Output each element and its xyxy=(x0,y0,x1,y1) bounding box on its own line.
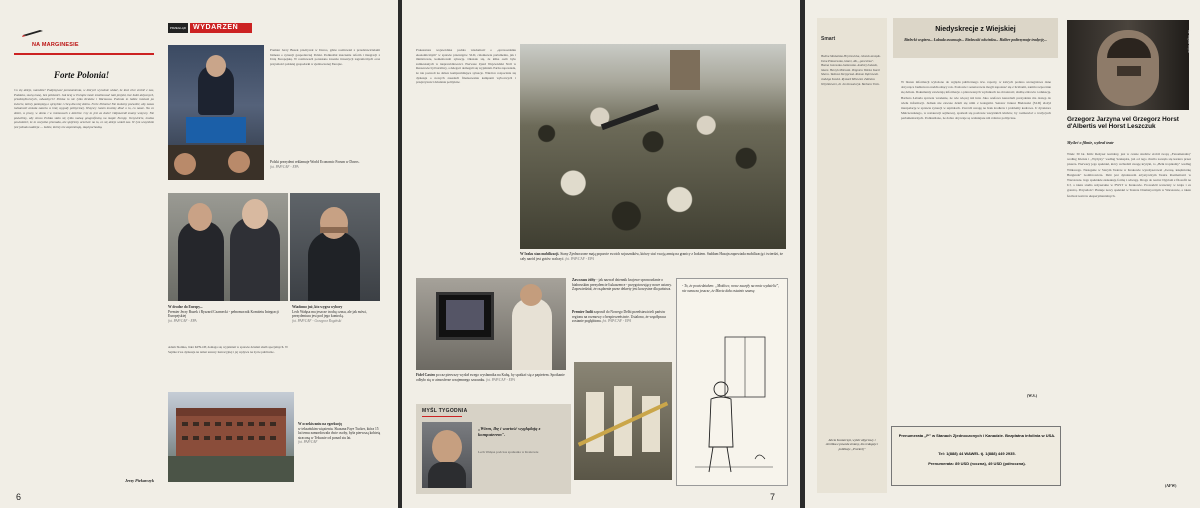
article-signature: Jerzy Piekarczyk xyxy=(125,478,154,483)
subscription-phone: Tel: 1(888) 44 WAWEL tj. 1(888) 449 2935. xyxy=(938,451,1016,456)
subscription-box xyxy=(891,426,1061,486)
profile-sign: (AFW) xyxy=(1165,484,1177,488)
intro-text: Prokuratura wojewódzka podała wiadomość o „sprawozdaniu ekonomicznym" w sprawie przetargów. SLD, członkowie parlamentu, jak i ministrowie, komentowali sytuację. Okazało się, że kilka osób było zamieszanych w nieprawidłowości. Pierwsze Zjazd Wojewódzki SLD w Rzeszowie był burzliwy, a delegaci domagali się wyjaśnień. Partia zapowiada, że nie pozwoli na dalsze kompromitujące sytuacje. Wkrótce rozpocznie się dyskusja o nowych zasadach finansowania kampanii wyborczych i przejrzystości działania polityków. xyxy=(416,48,516,85)
article-header xyxy=(893,18,1058,58)
prison-source: fot. PAP/CAF xyxy=(298,440,318,445)
profile-name: Grzegorz Jarzyna vel Grzegorz Horst d'Albertis vel Horst Leszczuk xyxy=(1067,116,1179,131)
section-rule xyxy=(14,53,154,55)
margin-column xyxy=(14,20,154,490)
iraq-caption-title: W Iraku stan mobilizacji. xyxy=(520,252,560,256)
article-sign: (W.S.) xyxy=(1027,394,1037,398)
cartoon-caption: - To, że powiedziałem: „Możliwe, nowe zaczęły na mnie wydzielić", nie oznacza jeszcze, że Marta dała ostatnio szansę. xyxy=(682,284,779,293)
lech-caption-text: Lech Wałęsa ma jeszcze trochę czasu, ale jak mówi, prezydentura jest pod jego kontrolą. xyxy=(292,309,367,319)
iraq-photo xyxy=(520,44,786,249)
sidebar-text: Halina Moskalska-Hryniewicka, członek zarządu. Irena Pilaszewska, lekarz, AK, „pani zima". Hanna Janowska-Jankowska. Andrzej Łukasik, lekarz. Henryk Milewski. Zbigniew Wolski. Karol Sikora. Tadeusz Skrzypczak. Roman Dąbrowski. Jadwiga Kostuś. Ryszard Milewski. Zdzisław Wójcikiewicz, dr. Jan Kowalczyk. Barbara Trela. xyxy=(821,54,881,86)
cartoon-box xyxy=(676,278,788,486)
davos-caption-text: Polski prezydent reklamuje World Economic Forum w Davos. xyxy=(270,160,360,164)
lech-caption xyxy=(292,305,382,341)
pen-icon xyxy=(22,24,44,32)
wydarzenia-prefix: PRZEGLĄD xyxy=(168,23,188,33)
quote-author: Lech Wałęsa podczas spotkania w Krakowie xyxy=(478,450,539,454)
lech-photo xyxy=(290,193,380,301)
subscription-price: Prenumerata: 89 USD (roczna), 49 USD (półroczna). xyxy=(928,461,1026,466)
article-title: Niedyskrecje z Wiejskiej xyxy=(935,26,1016,33)
buzek-photo xyxy=(168,193,288,301)
lower-text: Adam Słomka, lider KPN-OP, domaga się wyjaśnień w sprawie działań służb specjalnych. W Sejmie trwa dyskusja na temat ustawy lustracyjnej i jej wpływu na życie publiczne. xyxy=(168,345,288,354)
page-6 xyxy=(0,0,398,508)
wydarzenia-label: WYDARZEŃ xyxy=(190,23,252,33)
middle-caption-text: - jak nazwał dziennik krajowe sprawozdanie o białoruskim prezydencie Łukaszence - przygotowujący nowe ustawy. Zapowiedział, że rządzenie przez dekrety jest korzystne dla państwa. xyxy=(572,278,672,292)
india-photo xyxy=(574,362,672,480)
sidebar-bottom: Alicia Kostarczyk, wybór zdjęciowy i obróbka z powodu zmiany, kto redaguje i publikuje „Przekrój" xyxy=(825,438,879,451)
middle-caption-title: Zawczasu żółty xyxy=(572,278,596,282)
davos-caption xyxy=(270,160,380,182)
prison-caption-title: W oczekiwaniu na egzekucję xyxy=(298,422,342,426)
lech-source: fot. PAP/CAF - Grzegorz Rogiński xyxy=(292,318,342,323)
india-caption-title: Premier Indii xyxy=(572,310,593,314)
profile-body: Wiek: 30 lat. Kim: Reżyser teatralny, jest w czasie studiów zrobił swoją „Fenomenalną" według Kleista i „Wyżyny" według Szekspira, już od tego chwila zaczęła się kariera przez pisarza. Pierwszy jego spektakl, który wzbudził uwagę krytyki, to „Bzik tropikalny" według Witkacego. Następnie w Starym Teatrze w Krakowie wyreżyserował „Iwonę, księżniczkę Burgunda" Gombrowicza. Dziś jest dyrektorem artystycznym Teatru Rozmaitości w Warszawie. Jego spektakle zaskakują formą i odwagą. Droga do teatru: Dyplom z filozofii na UJ, a także studia reżyserskie w PWST w Krakowie. Prowadził warsztaty w kraju i za granicą. Przyszłość: Planuje nowy spektakl w Teatrze Dramatycznym w Warszawie, a także festiwal teatrów eksperymentalnych. xyxy=(1067,152,1191,198)
europe-caption-text: Premier Jerzy Buzek i Ryszard Czarnecki - pełnomocnik Komitetu Integracji Europejskiej xyxy=(168,309,279,319)
iraq-source: fot. PAP/CAF - EPA xyxy=(565,256,594,261)
page-number-7: 7 xyxy=(770,492,776,502)
castro-source: fot. PAP/CAF - EPA xyxy=(486,377,515,382)
page-8 xyxy=(805,0,1200,508)
smart-label: Smart xyxy=(821,36,836,42)
europe-caption-title: W drodze do Europy... xyxy=(168,305,203,309)
europe-source: fot. PAP/CAF - EPA xyxy=(168,318,197,323)
article-body: W biurze informacji wyłożono do wglądu publicznego tzw. raporty, w których podano szczegółowe dane dotyczące budżetu na nadchodzący rok. Posłowie i senatorowie mogli zapoznać się z liczbami, zanim rozpocznie się debata. Dokumenty zawierają informacje o planowanych wydatkach na obronność, służbę zdrowia i edukację. Barbara Łabuda sprawia wrażenie, że wie więcej niż inni. Jako szefowa kancelarii prezydenta ma dostęp do wielu informacji. Jednak nie zawsze dzieli się nimi z kolegami. Senator Janusz Bielawski (SLD) złożył interpelację w sprawie sytuacji w szpitalach. Zwrócił uwagę na brak środków i problemy kadrowe. U dyrektora Małczewskiego, w restauracji sejmowej, spotkali się posłowie wszystkich klubów, by rozmawiać o tradycjach parlamentarnych. Podkreślano, że dobre obyczaje są ważniejsze niż różnice polityczne. xyxy=(901,80,1051,121)
castro-caption xyxy=(416,373,566,399)
davos-photo xyxy=(168,45,264,180)
mysl-tygodnia-box xyxy=(416,404,571,494)
article-title: Forte Polonia! xyxy=(54,70,110,80)
mysl-rule xyxy=(422,416,462,417)
castro-caption-title: Fidel Castro xyxy=(416,373,435,377)
page-7 xyxy=(402,0,800,508)
mysl-label: MYŚL TYGODNIA xyxy=(422,408,468,414)
india-caption xyxy=(572,310,672,358)
article-body: Co się dzieje, narodzie? Podpisywać porozumienia, w których wyraźnie widać, że ktoś chce zrobić z nas, Polaków, szarą masę, bez polskości. Jak kraj w Europie może zrealizować taki projekt, bez ludzi aktywnych, przedsiębiorczych, odważnych? Polska to nie tylko Kraków i Warszawa. Polonia to ludzie rozsiani po świecie, którzy pamiętają o ojczyźnie i chcą dla niej dobra. Forte Polonia! Nie możemy pozwolić, aby nasza tożsamość została zatarta w imię wygody politycznej. Wszyscy razem musimy dbać o to, co nasze. Na co dzień, w pracy, w domu i w rozmowach z dziećmi. Czy to jest za dużo? Odpowiedź znamy wszyscy. Nie pozwólmy, aby słowo Polska stało się tylko nazwą geograficzną na mapie Europy. Oczywiście, można powiedzieć, że to wszystko przesada, ale spójrzmy uczciwie na to, co się dzieje wokół nas. W tym wszystkim jest jednak nadzieja — ludzie, którzy nie zapominają, skąd pochodzą. xyxy=(14,88,154,129)
staff-sidebar xyxy=(817,18,887,493)
article-subtitle: Bielecki wspiera... Łabuda awansuje... Bielawski odwiedza... Halber podtrzymuje tradycję... xyxy=(904,38,1047,42)
walesa-photo xyxy=(422,422,472,488)
wydarzenia-header xyxy=(168,22,258,34)
lech-caption-title: Wiadomo już, kto wygra wybory xyxy=(292,305,343,309)
castro-photo xyxy=(416,278,566,370)
profile-subtitle: Myśleć o filmie, wybrał teatr xyxy=(1067,140,1114,145)
india-source: fot. PAP/CAF - EPA xyxy=(602,319,632,324)
page-number-6: 6 xyxy=(16,492,22,502)
jarzyna-photo xyxy=(1067,20,1189,110)
iraq-caption-text: Stany Zjednoczone mają poparcie swoich sojuszników, którzy stać swoją armię na granicy z Irakiem. Saddam Husajn zapowiada mobilizację i twierdzi, że cały naród jest gotów walczyć. xyxy=(520,252,783,261)
iraq-caption xyxy=(520,252,786,272)
subscription-title: Prenumerata „P" w Stanach Zjednoczonych i Kanadzie. Bezpłatna infolinia w USA. xyxy=(898,433,1056,438)
event-text: Premier Jerzy Buzek przebywał w Davos, gdzie rozmawiał z przedstawicielami biznesu o sytuacji gospodarczej Polski. Podkreślał znaczenie reform i integracji z Unią Europejską. W rozmowach poruszano kwestie inwestycji zagranicznych oraz przyszłości polskiej gospodarki w zjednoczonej Europie. xyxy=(270,48,380,66)
prison-caption xyxy=(298,422,382,486)
castro-caption-text: po raz pierwszy wysłał swego wysłannika na Kubę, by spotkać się z papieżem. Spotkanie odbyło się w atmosferze wzajemnego szacunku. xyxy=(416,373,565,382)
davos-source: fot. PAP/CAF - EPA xyxy=(270,164,299,169)
quote-text: „Wiem, lbę i wartość wyglądają z komputerem". xyxy=(478,426,541,437)
prison-photo xyxy=(168,392,294,482)
india-caption-text: zaprosił do Nowego Delhi przedstawicieli państw regionu na rozmowy o bezpieczeństwie. Ustalono, że współpraca zostanie pogłębiona. xyxy=(572,310,666,324)
middle-caption xyxy=(572,278,672,306)
prison-caption-text: w teksańskim więzieniu. Skazana Faye Tucker, która 15 lat temu zamordowała dwie osoby, była pierwszą kobietą straconą w Teksasie od ponad stu lat. xyxy=(298,426,381,440)
section-label: NA MARGINESIE xyxy=(32,42,79,48)
europe-caption xyxy=(168,305,288,333)
photo-credit: fot. Bogdan Krężel xyxy=(1187,30,1191,53)
cartoon-drawing xyxy=(685,327,781,477)
